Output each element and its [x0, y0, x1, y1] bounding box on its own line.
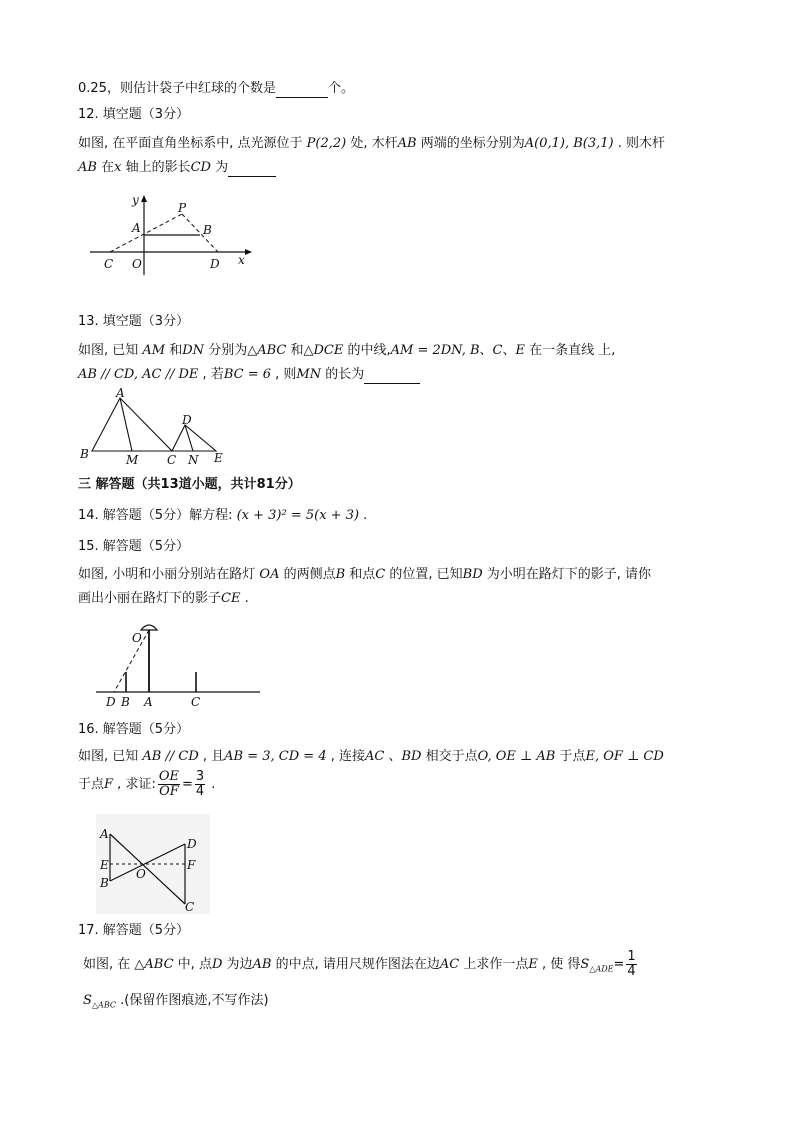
q16-text: , 求证: — [113, 777, 156, 792]
q15-text: 和点 — [345, 567, 376, 582]
fraction-oe-of — [158, 770, 180, 799]
q12-math: P(2,2) — [306, 136, 347, 151]
q12-header: 12. 填空题（3分） — [78, 107, 190, 122]
q13-text: , 若 — [198, 367, 224, 382]
q15-text: 画出小丽在路灯下的影子 — [78, 591, 222, 606]
q13-math: AM — [142, 343, 166, 358]
q16-text: , 且 — [198, 749, 225, 764]
label-b: B — [121, 695, 130, 709]
q14-text: 14. 解答题（5分）解方程: — [78, 508, 237, 523]
q13-line2 — [78, 366, 420, 384]
label-a: A — [116, 386, 125, 400]
q13-text: 分别为 — [204, 343, 248, 358]
q12-figure — [80, 190, 260, 280]
section-title: 三 解答题（共13道小题，共计81分） — [78, 477, 301, 492]
y-axis-arrow — [141, 195, 147, 202]
triangle-dce — [172, 425, 216, 451]
x-axis-arrow — [245, 249, 252, 255]
q14-equation: (x + 3)² = 5(x + 3) — [236, 508, 360, 523]
label-o: O — [132, 257, 142, 271]
q15-math: BD — [462, 567, 483, 582]
q16-math: AC — [365, 749, 385, 764]
fraction-denominator: OF — [159, 784, 179, 799]
q15-text: . — [240, 591, 249, 606]
q15-math: OA — [259, 567, 280, 582]
q12-math: AB — [397, 136, 417, 151]
q16-line2 — [78, 770, 215, 800]
q17-line2 — [83, 992, 269, 1015]
q15-figure — [94, 618, 264, 710]
label-n: N — [188, 453, 199, 467]
q12-text: 如图, 在平面直角坐标系中, 点光源位于 — [78, 136, 307, 151]
q16-math: O, OE ⊥ AB — [477, 749, 556, 764]
q16-math: AB = 3, CD = 4 — [224, 749, 327, 764]
q17-subscript: △ADE — [589, 964, 614, 974]
q13-math: AB // CD, AC // DE — [78, 367, 199, 382]
q15-header: 15. 解答题（5分） — [78, 539, 190, 554]
equals-sign: = — [181, 777, 193, 792]
label-e: E — [214, 451, 223, 465]
label-p: P — [178, 201, 187, 215]
q15-math: CE — [221, 591, 241, 606]
q17-text: 中, 点 — [173, 957, 212, 972]
label-a: A — [144, 695, 153, 709]
q17-math: AB — [252, 957, 272, 972]
q12-text: 轴上的影长 — [121, 160, 191, 175]
label-m: M — [126, 453, 139, 467]
q13-text: 、 — [502, 343, 516, 358]
q13-text: 在一条直线 上, — [525, 343, 616, 358]
fraction-numerator: 3 — [195, 769, 205, 784]
label-o: O — [136, 867, 146, 881]
equals-sign: = — [613, 957, 625, 972]
q17-header: 17. 解答题（5分） — [78, 923, 190, 938]
q13-text: 的中线, — [343, 343, 391, 358]
q13-math: △ABC — [247, 343, 287, 358]
q13-text: 的长为 — [321, 367, 365, 382]
q16-math: F — [104, 777, 114, 792]
label-d: D — [106, 695, 116, 709]
q12-math: CD — [190, 160, 211, 175]
fraction-numerator: 1 — [627, 949, 636, 964]
q13-math: △DCE — [303, 343, 344, 358]
q13-text: 如图, 已知 — [78, 343, 143, 358]
label-a: A — [100, 827, 109, 841]
median-am — [120, 398, 132, 451]
q12-text: 为 — [210, 160, 229, 175]
q12-text: 在 — [96, 160, 115, 175]
q13-text: 、 — [479, 343, 493, 358]
q16-text: 如图, 已知 — [78, 749, 143, 764]
q11-text-end: 个。 — [327, 81, 354, 96]
q16-math: AB // CD — [142, 749, 199, 764]
q12-math: AB — [78, 160, 97, 175]
label-c: C — [104, 257, 114, 271]
label-o: O — [132, 631, 142, 645]
q14-line — [78, 507, 367, 525]
label-d: D — [187, 837, 197, 851]
q16-text: , 连接 — [326, 749, 365, 764]
label-x: x — [238, 253, 245, 267]
q17-math: S — [83, 993, 92, 1008]
q12-answer-blank[interactable] — [228, 162, 276, 177]
q13-figure — [80, 388, 230, 468]
q12-text: 处, 木杆 — [346, 136, 398, 151]
label-c: C — [185, 900, 195, 914]
q15-math: C — [375, 567, 386, 582]
q13-math: MN — [296, 367, 322, 382]
q17-math: D — [211, 957, 223, 972]
ray-pc — [110, 214, 182, 252]
q13-text: 和 — [165, 343, 183, 358]
label-d: D — [210, 257, 220, 271]
q13-math: AM = 2DN, B — [390, 343, 480, 358]
q17-text: 上求作一点 — [459, 957, 529, 972]
q14-text: . — [359, 508, 368, 523]
fraction-denominator: 4 — [627, 964, 636, 979]
q17-math: E — [528, 957, 538, 972]
q16-figure — [96, 814, 212, 914]
q15-text: 为小明在路灯下的影子, 请你 — [482, 567, 652, 582]
q11-answer-blank[interactable] — [276, 83, 328, 98]
q16-math: BD — [401, 749, 422, 764]
q17-subscript: △ABC — [91, 1000, 116, 1010]
q13-answer-blank[interactable] — [364, 369, 420, 384]
q12-text: 两端的坐标分别为 — [416, 136, 525, 151]
label-b: B — [80, 447, 89, 461]
q16-line1 — [78, 748, 664, 766]
label-y: y — [132, 193, 139, 207]
q12-line1 — [78, 135, 665, 153]
q15-math: B — [335, 567, 346, 582]
label-a: A — [132, 221, 141, 235]
triangle-abc — [92, 398, 172, 451]
q11-text: 0.25，则估计袋子中红球的个数是 — [78, 81, 276, 96]
q17-math: S — [580, 957, 590, 972]
label-b: B — [203, 223, 212, 237]
q13-math: C — [492, 343, 503, 358]
lamp-head — [141, 625, 157, 630]
ray-pd — [182, 214, 218, 252]
q16-text: 、 — [384, 749, 402, 764]
fraction-1-4 — [626, 950, 636, 979]
q17-text: 为边 — [222, 957, 253, 972]
q15-text: 如图, 小明和小丽分别站在路灯 — [78, 567, 260, 582]
label-c: C — [167, 453, 177, 467]
q13-math: E — [515, 343, 526, 358]
q17-text: .(保留作图痕迹,不写作法) — [115, 993, 269, 1008]
q12-text: . 则木杆 — [613, 136, 665, 151]
q13-text: , 则 — [271, 367, 297, 382]
label-e: E — [100, 858, 109, 872]
q12-line2 — [78, 159, 276, 177]
label-f: F — [187, 858, 196, 872]
q16-text: . — [207, 777, 216, 792]
fraction-3-4 — [195, 770, 205, 799]
q15-text: 的位置, 已知 — [385, 567, 463, 582]
q13-math: BC = 6 — [223, 367, 271, 382]
q11-tail-line — [78, 80, 354, 98]
label-d: D — [182, 413, 192, 427]
q15-text: 的两侧点 — [279, 567, 336, 582]
q17-text: 如图, 在 — [83, 957, 135, 972]
q17-text: , 使 得 — [537, 957, 581, 972]
q15-line1 — [78, 566, 651, 584]
q12-math: A(0,1), B(3,1) — [524, 136, 614, 151]
q17-line1 — [83, 950, 639, 985]
q17-text: 的中点, 请用尺规作图法在边 — [271, 957, 440, 972]
q13-header: 13. 填空题（3分） — [78, 314, 190, 329]
q16-text: 相交于点 — [421, 749, 478, 764]
q13-math: DN — [182, 343, 205, 358]
q16-math: E, OF ⊥ CD — [585, 749, 664, 764]
fraction-denominator: 4 — [195, 784, 205, 799]
label-b: B — [100, 876, 109, 890]
q15-line2 — [78, 590, 249, 608]
q16-header: 16. 解答题（5分） — [78, 722, 190, 737]
q16-text: 于点 — [555, 749, 586, 764]
q13-text: 和 — [286, 343, 304, 358]
label-c: C — [191, 695, 201, 709]
q13-line1 — [78, 342, 615, 360]
q17-math: AC — [439, 957, 460, 972]
q12-math: x — [114, 160, 122, 175]
q17-math: △ABC — [134, 957, 174, 972]
q16-text: 于点 — [78, 777, 105, 792]
fraction-numerator: OE — [158, 769, 179, 784]
